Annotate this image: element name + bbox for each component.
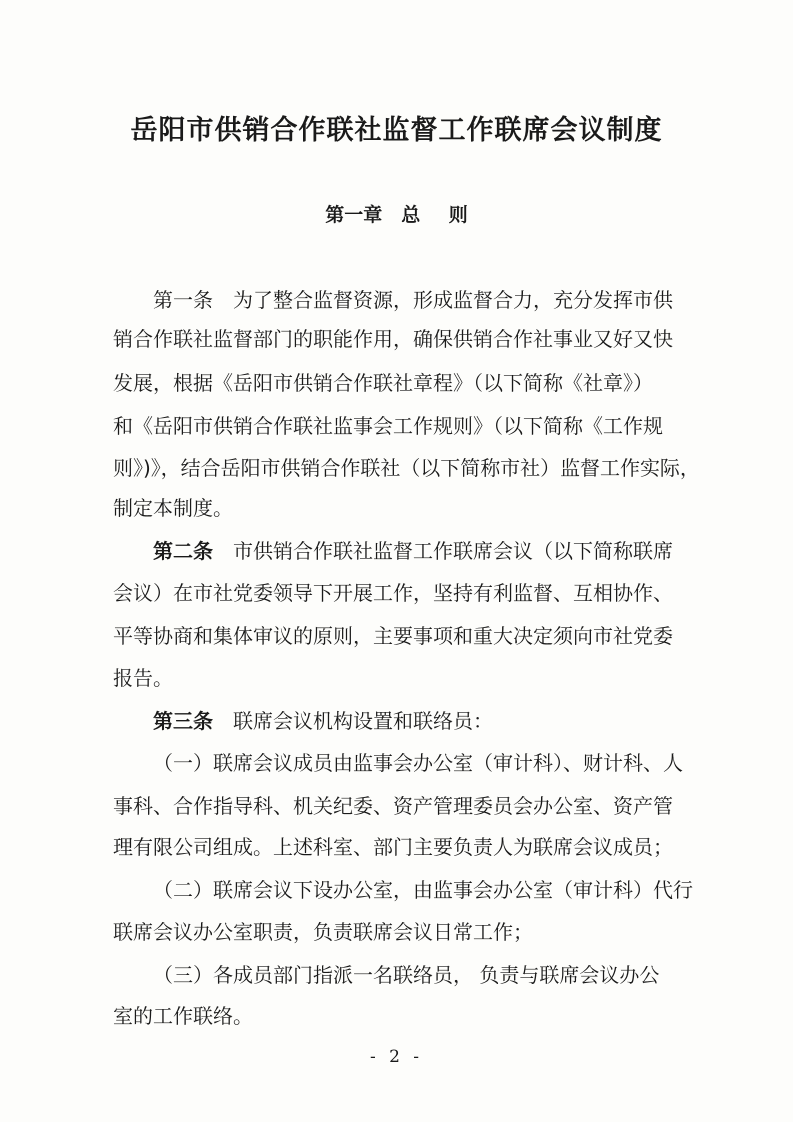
article-2-line-2: 会议）在市社党委领导下开展工作，坚持有利监督、互相协作、: [113, 581, 673, 605]
article-1-line-5: 则》)》，结合岳阳市供销合作联社（以下简称市社）监督工作实际，: [113, 456, 700, 480]
article-3-item-1-line-3: 理有限公司组成。上述科室、部门主要负责人为联席会议成员；: [113, 835, 673, 859]
article-2-line-4: 报告。: [113, 666, 173, 690]
article-1-line-2: 销合作联社监督部门的职能作用，确保供销合作社事业又好又快: [113, 327, 673, 351]
article-1-line-3: 发展，根据《岳阳市供销合作联社章程》（以下简称《社章》）: [113, 371, 653, 395]
article-3-label: 第三条: [153, 709, 213, 733]
article-1-line-6: 制定本制度。: [113, 496, 233, 520]
article-3-item-2-line-1: （二）联席会议下设办公室，由监事会办公室（审计科）代行: [153, 878, 693, 902]
article-1-label: 第一条: [153, 288, 213, 312]
article-3-item-1-line-1: （一）联席会议成员由监事会办公室（审计科）、财计科、人: [153, 751, 683, 775]
article-1-line-4: 和《岳阳市供销合作联社监事会工作规则》（以下简称《工作规: [113, 414, 663, 438]
page-number: - 2 -: [369, 1047, 424, 1067]
article-3-item-3-line-2: 室的工作联络。: [113, 1004, 253, 1028]
article-3-item-3-line-1: （三）各成员部门指派一名联络员， 负责与联席会议办公: [153, 963, 660, 987]
document-title: 岳阳市供销合作联社监督工作联席会议制度: [130, 115, 663, 146]
article-2-line-3: 平等协商和集体审议的原则，主要事项和重大决定须向市社党委: [113, 624, 673, 648]
article-3-item-2-line-2: 联席会议办公室职责，负责联席会议日常工作；: [113, 920, 533, 944]
article-3-item-1-line-2: 事科、合作指导科、机关纪委、资产管理委员会办公室、资产管: [113, 794, 673, 818]
article-2-line-1: 第二条 市供销合作联社监督工作联席会议（以下简称联席: [153, 539, 673, 563]
article-1-line-1: 第一条 为了整合监督资源，形成监督合力，充分发挥市供: [153, 288, 673, 312]
chapter-heading: 第一章 总 则: [325, 204, 468, 226]
article-3-line-1: 第三条 联席会议机构设置和联络员：: [153, 709, 493, 733]
article-2-label: 第二条: [153, 539, 213, 563]
